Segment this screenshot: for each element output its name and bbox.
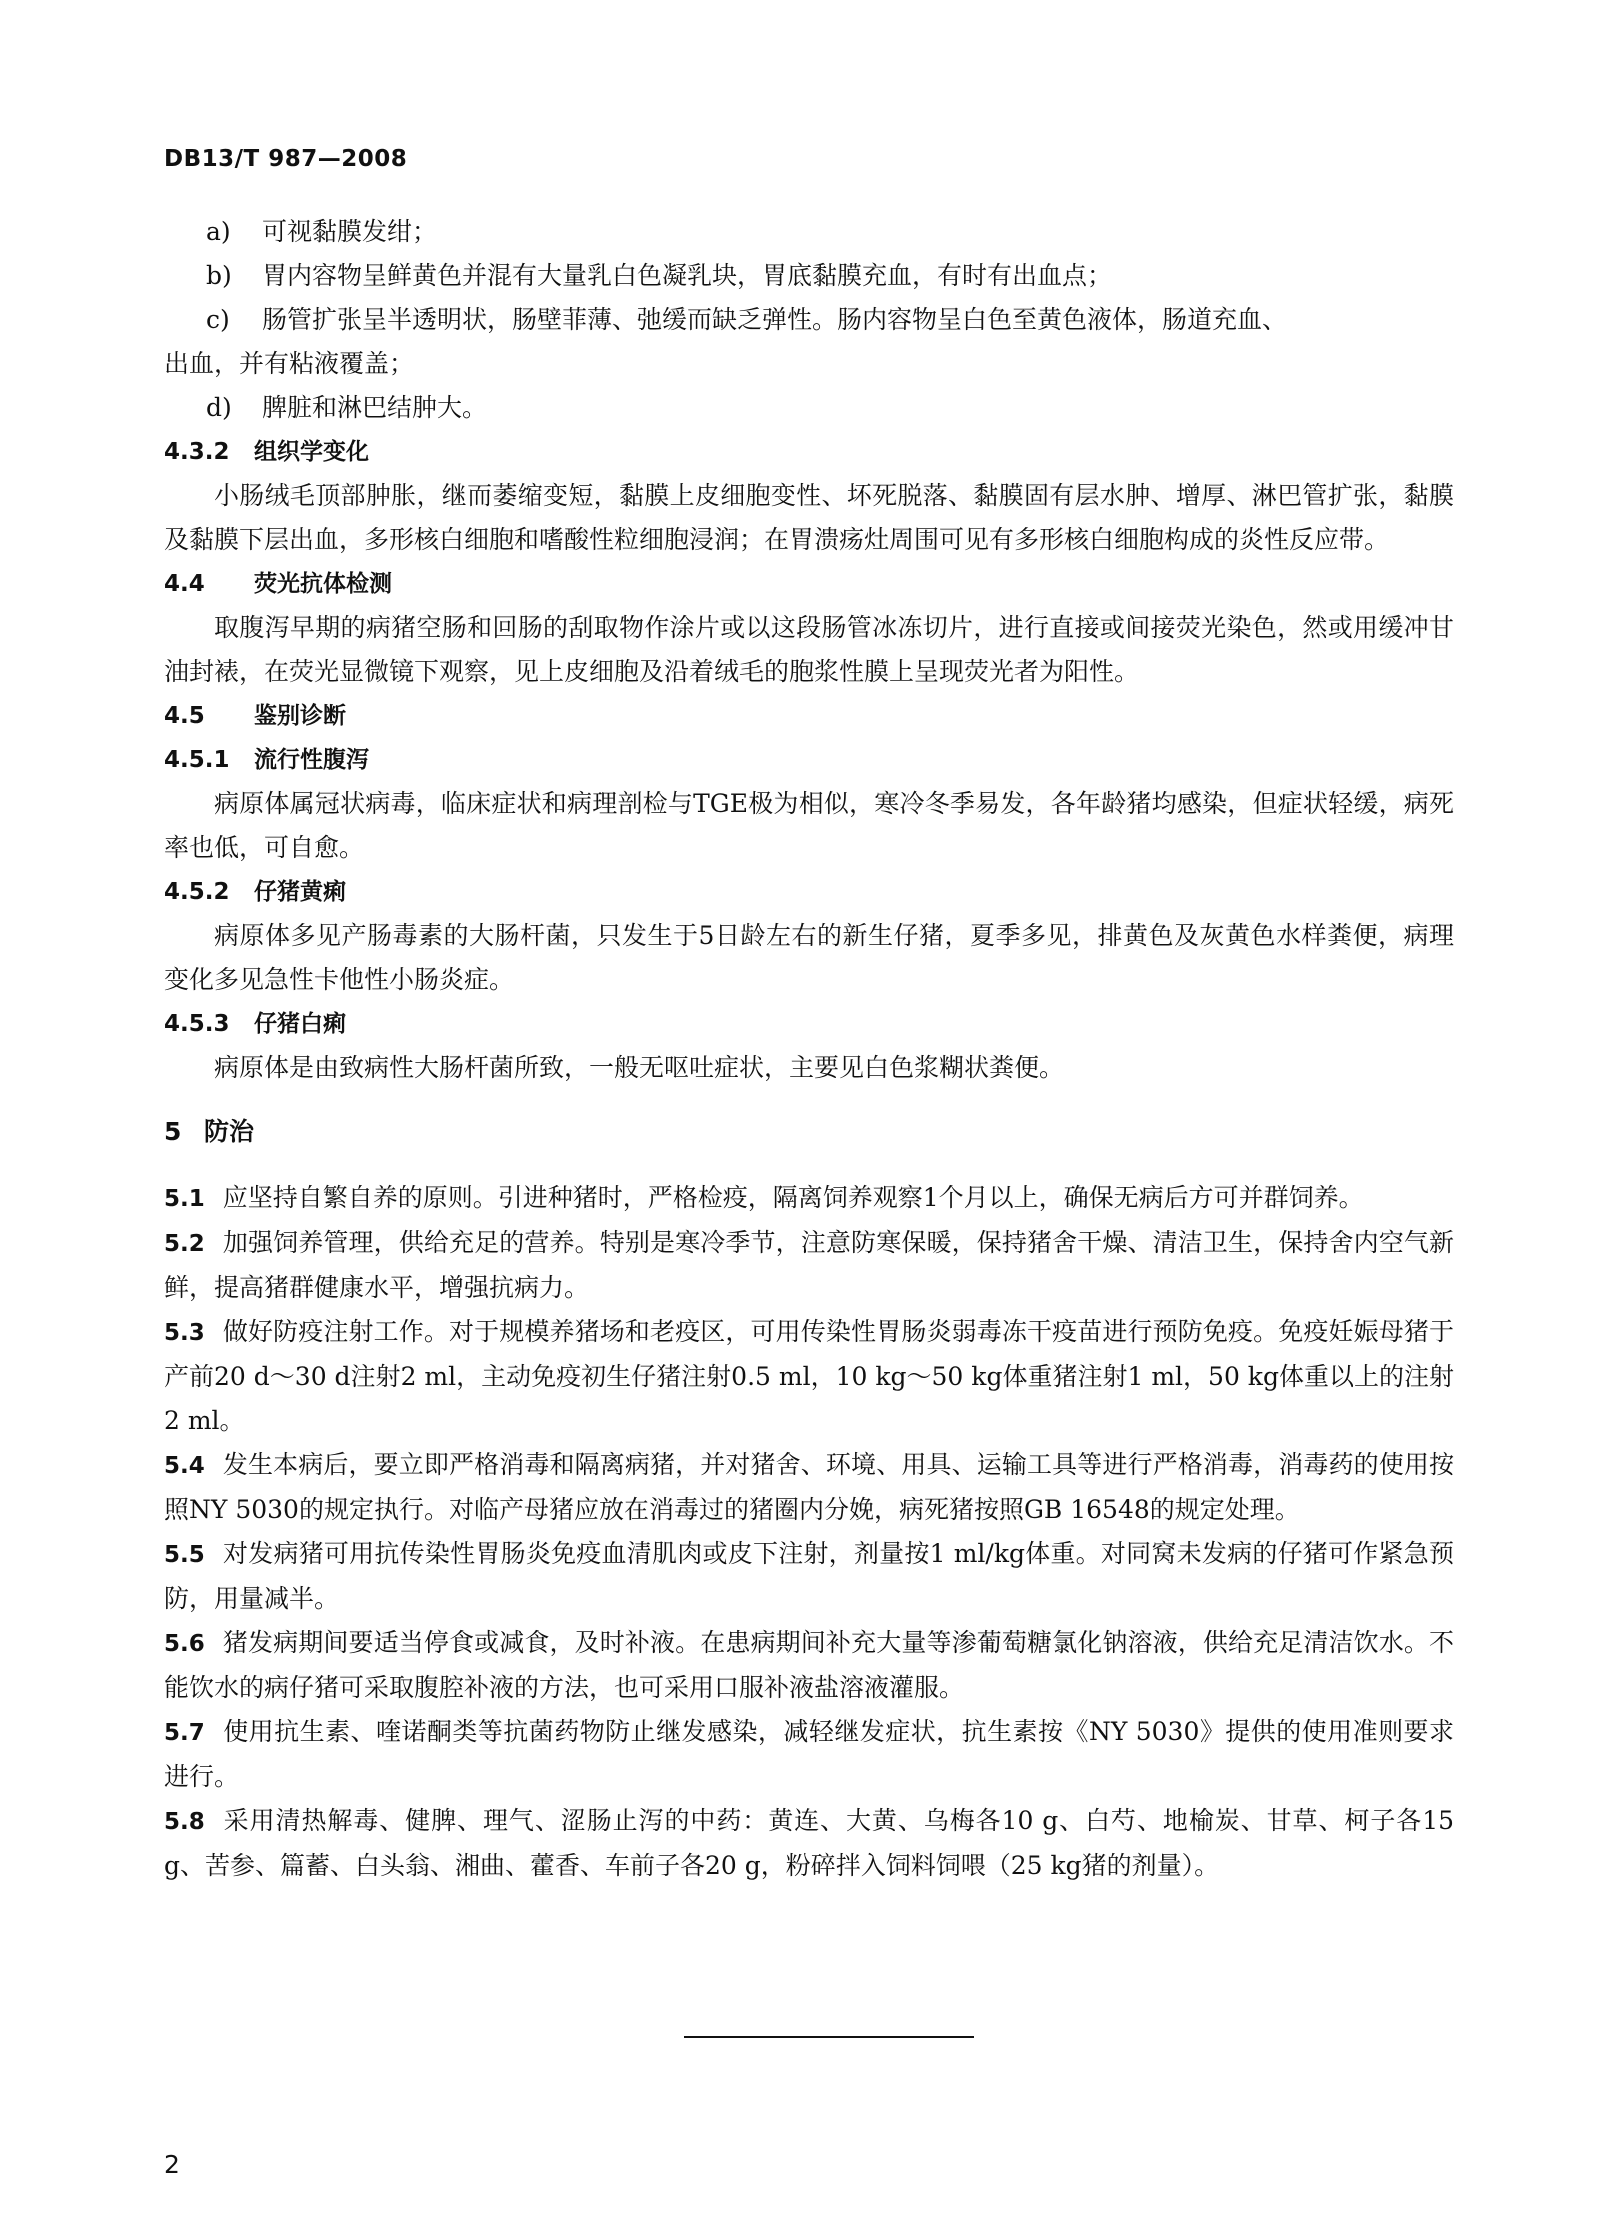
clause-number: 5.3 <box>164 1320 205 1346</box>
paragraph-4-5-2: 病原体多见产肠毒素的大肠杆菌，只发生于5日龄左右的新生仔猪，夏季多见，排黄色及灰黄色水样粪便，病理变化多见急性卡他性小肠炎症。 <box>164 921 1454 994</box>
section-title: 组织学变化 <box>254 439 369 465</box>
section-title: 防治 <box>204 1117 255 1146</box>
paragraph-4-5-3: 病原体是由致病性大肠杆菌所致，一般无呕吐症状，主要见白色浆糊状粪便。 <box>214 1053 1065 1082</box>
clause-text: 应坚持自繁自养的原则。引进种猪时，严格检疫，隔离饲养观察1个月以上，确保无病后方可并群饲养。 <box>222 1183 1364 1212</box>
section-number: 5 <box>164 1117 182 1146</box>
section-number: 4.5.2 <box>164 879 230 905</box>
section-number: 4.3.2 <box>164 439 230 465</box>
heading-4-5-1 <box>164 738 1454 782</box>
heading-4-4 <box>164 562 1454 606</box>
clause-text: 加强饲养管理，供给充足的营养。特别是寒冷季节，注意防寒保暖，保持猪舍干燥、清洁卫生，保持舍内空气新鲜，提高猪群健康水平，增强抗病力。 <box>164 1228 1454 1302</box>
list-item-a <box>206 210 1454 254</box>
list-item-b <box>206 254 1454 298</box>
clause-5-1 <box>164 1176 1454 1221</box>
clause-5-2 <box>164 1221 1454 1310</box>
clause-number: 5.1 <box>164 1186 205 1212</box>
list-text: 肠管扩张呈半透明状，肠壁菲薄、弛缓而缺乏弹性。肠内容物呈白色至黄色液体，肠道充血、 <box>262 305 1288 334</box>
clause-5-8 <box>164 1799 1454 1888</box>
section-number: 4.5.3 <box>164 1011 230 1037</box>
list-item-d <box>206 386 1454 430</box>
section-title: 鉴别诊断 <box>254 703 346 729</box>
list-text: 胃内容物呈鲜黄色并混有大量乳白色凝乳块，胃底黏膜充血，有时有出血点； <box>262 261 1113 290</box>
clause-5-6 <box>164 1621 1454 1710</box>
standard-number-header: DB13/T 987—2008 <box>164 146 408 172</box>
list-item-c-continued <box>164 342 1454 386</box>
heading-4-5-3 <box>164 1002 1454 1046</box>
clause-text: 对发病猪可用抗传染性胃肠炎免疫血清肌肉或皮下注射，剂量按1 ml/kg体重。对同窝未发病的仔猪可作紧急预防，用量减半。 <box>164 1539 1454 1613</box>
clause-number: 5.6 <box>164 1631 205 1657</box>
clause-number: 5.7 <box>164 1720 205 1746</box>
clause-text: 使用抗生素、喹诺酮类等抗菌药物防止继发感染，减轻继发症状，抗生素按《NY 5030》提供的使用准则要求进行。 <box>164 1717 1454 1791</box>
paragraph-4-3-2: 小肠绒毛顶部肿胀，继而萎缩变短，黏膜上皮细胞变性、坏死脱落、黏膜固有层水肿、增厚、淋巴管扩张，黏膜及黏膜下层出血，多形核白细胞和嗜酸性粒细胞浸润；在胃溃疡灶周围可见有多形核白细胞构成的炎性反应带。 <box>164 481 1454 554</box>
list-text: 出血，并有粘液覆盖； <box>164 349 415 378</box>
section-number: 4.5.1 <box>164 747 230 773</box>
clause-number: 5.2 <box>164 1231 205 1257</box>
list-label: d) <box>206 393 232 422</box>
clause-number: 5.5 <box>164 1542 205 1568</box>
end-of-text-rule <box>684 2036 974 2038</box>
list-item-c <box>206 298 1454 342</box>
clause-text: 猪发病期间要适当停食或减食，及时补液。在患病期间补充大量等渗葡萄糖氯化钠溶液，供给充足清洁饮水。不能饮水的病仔猪可采取腹腔补液的方法，也可采用口服补液盐溶液灌服。 <box>164 1628 1454 1702</box>
section-title: 仔猪白痢 <box>254 1011 346 1037</box>
heading-4-5-2 <box>164 870 1454 914</box>
paragraph-4-5-1: 病原体属冠状病毒，临床症状和病理剖检与TGE极为相似，寒冷冬季易发，各年龄猪均感染，但症状轻缓，病死率也低，可自愈。 <box>164 789 1454 862</box>
list-text: 可视黏膜发绀； <box>262 217 438 246</box>
paragraph-4-4: 取腹泻早期的病猪空肠和回肠的刮取物作涂片或以这段肠管冰冻切片，进行直接或间接荧光染色，然或用缓冲甘油封裱，在荧光显微镜下观察，见上皮细胞及沿着绒毛的胞浆性膜上呈现荧光者为阳性。 <box>164 613 1454 686</box>
section-number: 4.4 <box>164 571 205 597</box>
list-text: 脾脏和淋巴结肿大。 <box>262 393 488 422</box>
list-label: b) <box>206 261 232 290</box>
clause-5-5 <box>164 1532 1454 1621</box>
section-title: 仔猪黄痢 <box>254 879 346 905</box>
list-label: c) <box>206 305 230 334</box>
clause-number: 5.4 <box>164 1453 205 1479</box>
clause-5-7 <box>164 1710 1454 1799</box>
clause-number: 5.8 <box>164 1809 205 1835</box>
heading-4-3-2 <box>164 430 1454 474</box>
list-label: a) <box>206 217 231 246</box>
page-number: 2 <box>164 2150 180 2179</box>
page-content <box>164 210 1454 1888</box>
section-title: 荧光抗体检测 <box>254 571 392 597</box>
clause-text: 发生本病后，要立即严格消毒和隔离病猪，并对猪舍、环境、用具、运输工具等进行严格消毒，消毒药的使用按照NY 5030的规定执行。对临产母猪应放在消毒过的猪圈内分娩，病死猪按照GB 16548的规定处理。 <box>164 1450 1454 1524</box>
section-number: 4.5 <box>164 703 205 729</box>
heading-4-5 <box>164 694 1454 738</box>
clause-5-3 <box>164 1310 1454 1443</box>
section-title: 流行性腹泻 <box>254 747 369 773</box>
clause-5-4 <box>164 1443 1454 1532</box>
clause-text: 采用清热解毒、健脾、理气、涩肠止泻的中药：黄连、大黄、乌梅各10 g、白芍、地榆炭、甘草、柯子各15 g、苦参、篇蓄、白头翁、湘曲、藿香、车前子各20 g，粉碎拌入饲料饲喂（25 kg猪的剂量）。 <box>164 1806 1454 1880</box>
heading-5 <box>164 1110 1454 1154</box>
clause-text: 做好防疫注射工作。对于规模养猪场和老疫区，可用传染性胃肠炎弱毒冻干疫苗进行预防免疫。免疫妊娠母猪于产前20 d～30 d注射2 ml，主动免疫初生仔猪注射0.5 ml，10 kg～50 kg体重猪注射1 ml，50 kg体重以上的注射2 ml。 <box>164 1317 1454 1435</box>
